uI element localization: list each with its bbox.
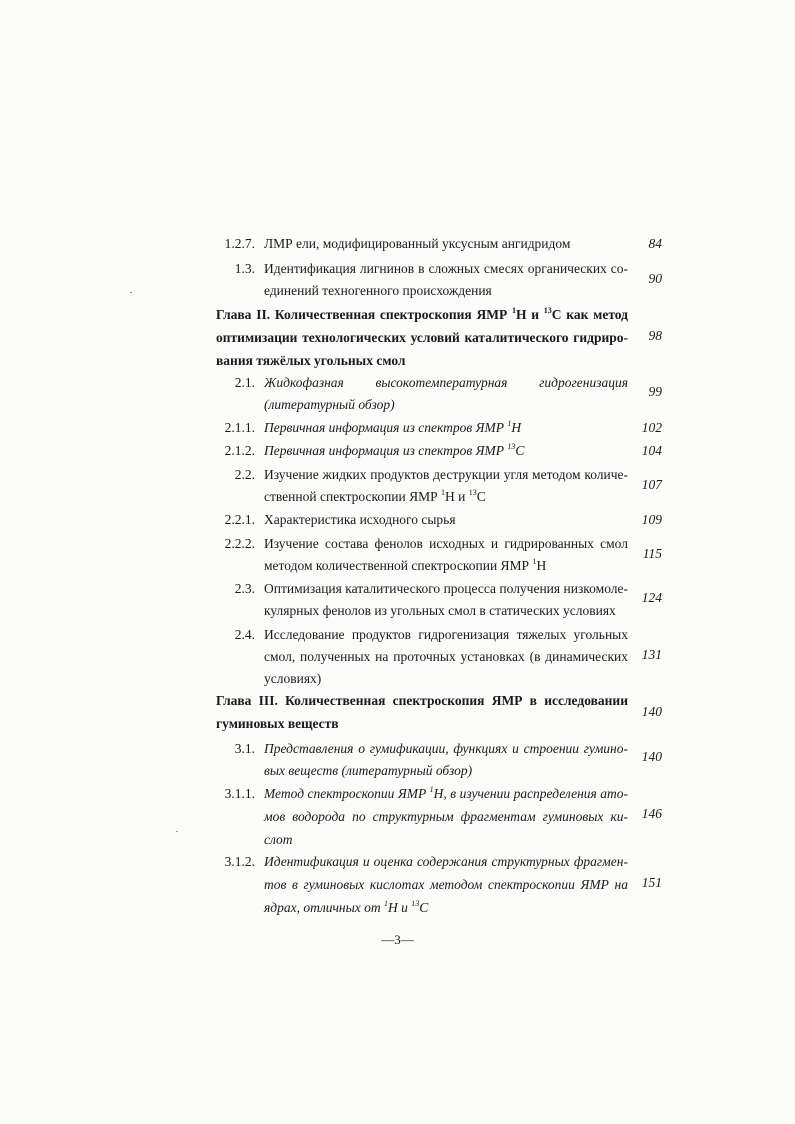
- entry-title-line: смол, полученных на проточных установках (в динамических: [264, 649, 628, 664]
- entry-title-line: Идентификация лигнинов в сложных смесях органических со-: [264, 261, 628, 276]
- entry-page: 104: [641, 443, 662, 458]
- entry-title-line: (литературный обзор): [264, 397, 395, 412]
- entry-page: 115: [642, 546, 662, 561]
- entry-number: 2.4.: [234, 627, 255, 642]
- entry-title-line: Идентификация и оценка содержания структурных фрагмен-: [264, 854, 628, 869]
- entry-page: 140: [641, 704, 662, 719]
- entry-number: 2.2.: [234, 467, 255, 482]
- entry-number: 3.1.: [234, 741, 255, 756]
- entry-title: Характеристика исходного сырья: [264, 512, 456, 527]
- entry-title-line: Оптимизация каталитического процесса получения низкомоле-: [264, 581, 628, 596]
- chapter-title-line: вания тяжёлых угольных смол: [216, 353, 406, 368]
- entry-title-line: тов в гуминовых кислотах методом спектроскопии ЯМР на: [264, 877, 628, 892]
- entry-title-line: ственной спектроскопии ЯМР $^1$H и $^{13}$C: [264, 488, 486, 504]
- chapter-title-line: Глава II. Количественная спектроскопия ЯМР $^1$H и $^{13}$C как метод: [216, 306, 629, 322]
- entry-number: 2.1.: [234, 375, 255, 390]
- entry-title-line: единений техногенного происхождения: [264, 283, 492, 298]
- entry-page: 140: [641, 749, 662, 764]
- entry-page: 124: [641, 590, 662, 605]
- page-number-footer: —3—: [381, 932, 414, 947]
- entry-title-line: вых веществ (литературный обзор): [264, 763, 473, 778]
- chapter-title-line: гуминовых веществ: [216, 716, 339, 731]
- entry-number: 3.1.2.: [224, 854, 255, 869]
- entry-title-line: слот: [264, 832, 293, 847]
- entry-title-line: Исследование продуктов гидрогенизация тяжелых угольных: [264, 627, 628, 642]
- entry-number: 2.2.2.: [224, 536, 255, 551]
- entry-number: 2.1.2.: [224, 443, 255, 458]
- entry-title: Первичная информация из спектров ЯМР $^1$H: [264, 419, 522, 435]
- entry-title-line: условиях): [264, 671, 322, 686]
- entry-number: 1.3.: [234, 261, 255, 276]
- entry-number: 1.2.7.: [224, 236, 255, 251]
- entry-title-line: кулярных фенолов из угольных смол в статических условиях: [264, 603, 616, 618]
- entry-number: 2.1.1.: [224, 420, 255, 435]
- entry-page: 109: [641, 512, 662, 527]
- scan-speck: [130, 292, 132, 293]
- entry-title-line: Метод спектроскопии ЯМР $^1$H, в изучении распределения ато-: [264, 785, 629, 801]
- entry-title-line: ядрах, отличных от $^1$H и $^{13}$C: [264, 899, 429, 915]
- entry-title-line: Изучение состава фенолов исходных и гидрированных смол: [264, 536, 628, 551]
- entry-page: 84: [648, 236, 662, 251]
- entry-page: 90: [648, 271, 662, 286]
- entry-title-line: Жидкофазная высокотемпературная гидрогенизация: [264, 375, 628, 390]
- entry-page: 146: [641, 806, 662, 821]
- entry-page: 151: [641, 875, 662, 890]
- entry-title: ЛМР ели, модифицированный уксусным ангидридом: [264, 236, 571, 251]
- entry-number: 2.2.1.: [224, 512, 255, 527]
- entry-title-line: Представления о гумификации, функциях и строении гумино-: [264, 741, 628, 756]
- entry-page: 98: [648, 328, 662, 343]
- entry-number: 2.3.: [234, 581, 255, 596]
- entry-page: 131: [641, 647, 662, 662]
- entry-title-line: Изучение жидких продуктов деструкции угля методом количе-: [264, 467, 628, 482]
- entry-title-line: мов водорода по структурным фрагментам гуминовых ки-: [264, 809, 628, 824]
- entry-title: Первичная информация из спектров ЯМР $^{13}$C: [264, 442, 525, 458]
- entry-page: 99: [648, 384, 662, 399]
- entry-page: 102: [641, 420, 662, 435]
- chapter-title-line: Глава III. Количественная спектроскопия ЯМР в исследовании: [216, 693, 628, 708]
- chapter-title-line: оптимизации технологических условий каталитического гидриро-: [216, 330, 628, 345]
- scan-speck: [176, 831, 178, 832]
- entry-number: 3.1.1.: [224, 786, 255, 801]
- entry-title-line: методом количественной спектроскопии ЯМР $^1$H: [264, 557, 547, 573]
- entry-page: 107: [641, 477, 662, 492]
